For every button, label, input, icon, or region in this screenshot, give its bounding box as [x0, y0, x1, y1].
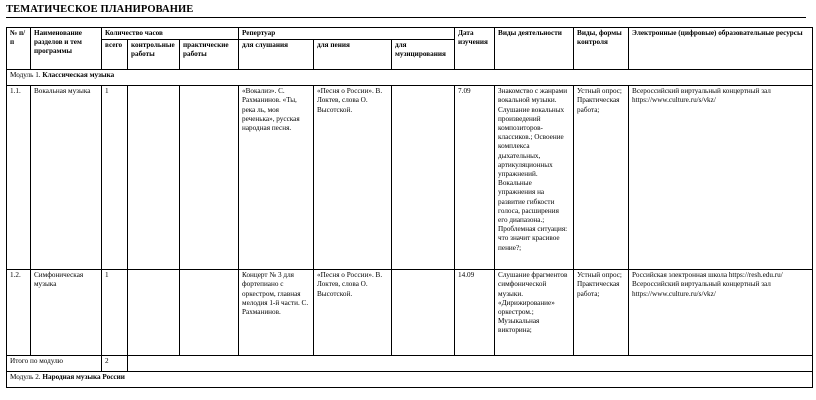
header-name: Наименование разделов и тем программы: [31, 28, 102, 70]
page-title: ТЕМАТИЧЕСКОЕ ПЛАНИРОВАНИЕ: [6, 4, 194, 15]
module-total-label: Итого по модулю: [7, 356, 102, 372]
header-date: Дата изучения: [455, 28, 495, 70]
row-resources: Всероссийский виртуальный концертный зал https://www.culture.ru/s/vkz/: [629, 86, 813, 270]
header-total: всего: [102, 40, 128, 70]
header-singing: для пения: [314, 40, 392, 70]
module-total-row: [7, 356, 813, 372]
row-name: Симфоническая музыка: [31, 270, 102, 356]
row-practical: [180, 86, 239, 270]
planning-table: [6, 27, 813, 388]
table-row: [7, 86, 813, 270]
module-2-row: [7, 372, 813, 388]
header-listening: для слушания: [239, 40, 314, 70]
header-practical: практические работы: [180, 40, 239, 70]
header-num: № п/п: [7, 28, 31, 70]
row-control: [128, 270, 180, 356]
row-listening: Концерт № 3 для фортепиано с оркестром, главная мелодия 1-й части. С. Рахманинов.: [239, 270, 314, 356]
module-1-name: Классическая музыка: [42, 71, 115, 80]
row-control-forms: Устный опрос; Практическая работа;: [574, 86, 629, 270]
header-control-forms: Виды, формы контроля: [574, 28, 629, 70]
row-singing: «Песня о России». В. Локтев, слова О. Высотской.: [314, 86, 392, 270]
header-activities: Виды деятельности: [495, 28, 574, 70]
header-music-making: для музицирования: [392, 40, 455, 70]
module-total-value: 2: [102, 356, 128, 372]
module-total-empty: [128, 356, 813, 372]
row-activities: Знакомство с жанрами вокальной музыки. Слушание вокальных произведений композиторов-классиков.; Освоение комплекса дыхательных, артикуляционных упражнений. Вокальные упражнения на развитие гибкости голоса, расширения его диапазона.; Проблемная ситуация: что значит красивое пение?;: [495, 86, 574, 270]
row-date: 14.09: [455, 270, 495, 356]
row-singing: «Песня о России». В. Локтев, слова О. Высотской.: [314, 270, 392, 356]
header-control: контрольные работы: [128, 40, 180, 70]
row-listening: «Вокализ». С. Рахманинов. «Ты, река ль, моя реченька», русская народная песня.: [239, 86, 314, 270]
row-total: 1: [102, 270, 128, 356]
table-row: [7, 270, 813, 356]
row-name: Вокальная музыка: [31, 86, 102, 270]
module-2-prefix: Модуль 2.: [10, 373, 41, 382]
header-hours: Количество часов: [102, 28, 239, 40]
row-total: 1: [102, 86, 128, 270]
title-underline: [6, 17, 806, 18]
module-1-row: [7, 70, 813, 86]
header-resources: Электронные (цифровые) образовательные ресурсы: [629, 28, 813, 70]
row-control-forms: Устный опрос; Практическая работа;: [574, 270, 629, 356]
row-music-making: [392, 86, 455, 270]
header-repertoire: Репертуар: [239, 28, 455, 40]
row-date: 7.09: [455, 86, 495, 270]
row-practical: [180, 270, 239, 356]
row-music-making: [392, 270, 455, 356]
row-num: 1.1.: [7, 86, 31, 270]
row-activities: Слушание фрагментов симфонической музыки. «Дирижирование» оркестром.; Музыкальная викторина;: [495, 270, 574, 356]
row-control: [128, 86, 180, 270]
row-resources: Российская электронная школа https://resh.edu.ru/ Всероссийский виртуальный концертный зал https://www.culture.ru/s/vkz/: [629, 270, 813, 356]
module-2-name: Народная музыка России: [42, 373, 125, 382]
module-1-prefix: Модуль 1.: [10, 71, 41, 80]
row-num: 1.2.: [7, 270, 31, 356]
